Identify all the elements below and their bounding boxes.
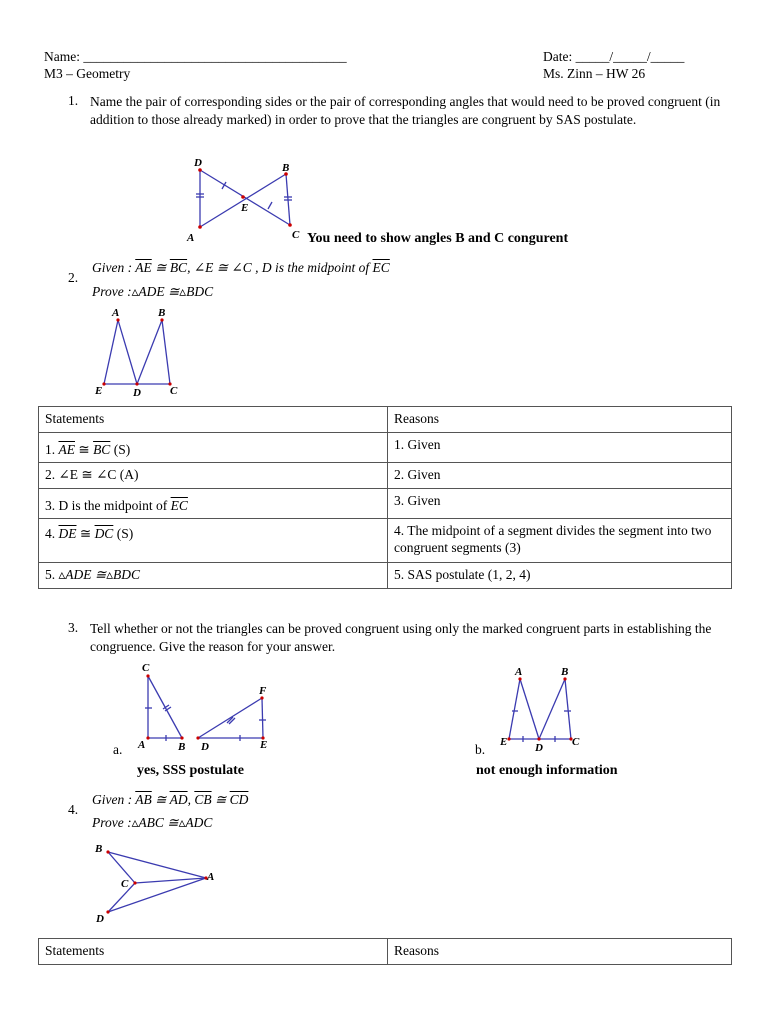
q1-label-a: A — [187, 232, 195, 244]
q1-answer: You need to show angles B and C congurent — [307, 231, 569, 246]
table-row — [39, 433, 732, 463]
q3a-label-c: C — [142, 662, 150, 674]
q4-seg-cb: $\overline{CB}$ — [194, 792, 212, 807]
q4-seg-ad: $\overline{AD}$ — [169, 792, 188, 807]
q2-seg-ae: $\overline{AE}$ — [135, 260, 152, 275]
q3b-label-a: A — [515, 666, 523, 678]
q1-label-d: D — [194, 157, 202, 169]
q3a-label-e: E — [260, 739, 268, 751]
segment: $\overline{EC}$ — [170, 498, 188, 513]
q3a-label: a. — [113, 742, 123, 757]
reason-cell: 2. Given — [388, 463, 732, 489]
q4-label-c: C — [121, 878, 129, 890]
statement-text: D is the midpoint of — [58, 498, 171, 513]
segment: $\overline{AE}$ — [58, 442, 75, 457]
statements-header: Statements — [39, 407, 388, 433]
q1-label-c: C — [292, 229, 300, 241]
q2-number: 2. — [68, 270, 79, 285]
statement-number: 1. — [45, 442, 59, 457]
q4-given-prefix: Given : — [92, 792, 136, 807]
q4-number: 4. — [68, 802, 79, 817]
q3a-answer: yes, SSS postulate — [137, 763, 244, 778]
reasons-header: Reasons — [388, 407, 732, 433]
q2-label-e: E — [95, 385, 103, 397]
q2-seg-bc: $\overline{BC}$ — [169, 260, 188, 275]
reason-cell: 4. The midpoint of a segment divides the segment into two congruent segments (3) — [388, 519, 732, 563]
congruent-symbol: ≅ — [76, 526, 95, 541]
table-row — [39, 489, 732, 519]
q1-label-b: B — [282, 162, 290, 174]
statement-cell — [39, 519, 388, 563]
q3b-label-d: D — [535, 742, 543, 753]
q3b-answer: not enough information — [476, 763, 618, 778]
q4-comma: , — [187, 792, 195, 807]
q4-cong: ≅ — [211, 792, 230, 807]
statement-cell — [39, 563, 388, 589]
date-line: Date: _____/_____/_____ — [543, 49, 685, 64]
table-row — [39, 563, 732, 589]
statement-text: ▵ADE ≅▵BDC — [58, 567, 140, 582]
statement-number: 4. — [45, 526, 59, 541]
q2-label-c: C — [170, 385, 178, 397]
q4-label-d: D — [96, 913, 104, 925]
teacher-homework: Ms. Zinn – HW 26 — [543, 66, 646, 81]
statement-tag: (S) — [113, 526, 134, 541]
statement-number: 5. — [45, 567, 59, 582]
q3b-figure — [495, 663, 590, 753]
q2-given — [92, 260, 390, 276]
q2-label-d: D — [133, 387, 141, 399]
q4-label-b: B — [95, 843, 103, 855]
q3a-label-a: A — [138, 739, 146, 751]
statement-cell — [39, 463, 388, 489]
q2-prove: Prove :▵ADE ≅▵BDC — [92, 284, 214, 299]
q2-seg-ec: $\overline{EC}$ — [372, 260, 390, 275]
q3a-figure — [130, 660, 280, 755]
statement-cell — [39, 489, 388, 519]
q3b-label-c: C — [572, 736, 580, 748]
q2-cong: ≅ — [151, 260, 170, 275]
q4-given — [92, 792, 248, 808]
q3a-label-d: D — [201, 741, 209, 753]
q3b-label-e: E — [500, 736, 508, 748]
segment: $\overline{DE}$ — [58, 526, 77, 541]
q2-figure — [90, 306, 190, 400]
reason-cell: 5. SAS postulate (1, 2, 4) — [388, 563, 732, 589]
table-header-row — [39, 407, 732, 433]
name-line: Name: _______________________________________ — [44, 49, 347, 64]
course-title: M3 – Geometry — [44, 66, 131, 81]
q3-text: Tell whether or not the triangles can be proved congruent using only the marked congruent parts in establishing the congruence. Give the reason for your answer. — [90, 621, 712, 654]
q2-given-prefix: Given : — [92, 260, 136, 275]
reason-cell: 3. Given — [388, 489, 732, 519]
q4-cong: ≅ — [151, 792, 170, 807]
table-row — [39, 519, 732, 563]
segment: $\overline{BC}$ — [93, 442, 111, 457]
q3a-label-b: B — [178, 741, 186, 753]
statement-number: 3. — [45, 498, 59, 513]
reasons-header: Reasons — [388, 939, 732, 965]
q3a-label-f: F — [259, 685, 267, 697]
statement-text: ∠E ≅ ∠C (A) — [58, 467, 139, 482]
q4-proof-table — [38, 938, 732, 965]
q4-prove: Prove :▵ABC ≅▵ADC — [92, 815, 213, 830]
q2-label-b: B — [158, 307, 166, 319]
q3-number: 3. — [68, 620, 79, 635]
segment: $\overline{DC}$ — [94, 526, 114, 541]
q4-seg-ab: $\overline{AB}$ — [135, 792, 152, 807]
q2-proof-table — [38, 406, 732, 589]
statement-tag: (S) — [110, 442, 131, 457]
q3b-label-b: B — [561, 666, 569, 678]
statements-header: Statements — [39, 939, 388, 965]
q4-figure — [88, 836, 228, 928]
reason-cell: 1. Given — [388, 433, 732, 463]
q4-label-a: A — [207, 871, 215, 883]
congruent-symbol: ≅ — [75, 442, 94, 457]
q1-label-e: E — [241, 202, 249, 214]
q1-number: 1. — [68, 93, 79, 108]
q1-text: Name the pair of corresponding sides or the pair of corresponding angles that would need to be proved congruent (in addition to those already marked) in order to prove that the triangles are congruent by SAS postulate. — [90, 94, 721, 127]
table-header-row — [39, 939, 732, 965]
q3b-label: b. — [475, 742, 486, 757]
q4-seg-cd: $\overline{CD}$ — [229, 792, 249, 807]
statement-cell — [39, 433, 388, 463]
table-row — [39, 463, 732, 489]
q2-given-mid: , ∠E ≅ ∠C , D is the midpoint of — [187, 260, 373, 275]
q2-label-a: A — [112, 307, 120, 319]
statement-number: 2. — [45, 467, 59, 482]
q1-figure — [180, 152, 310, 247]
